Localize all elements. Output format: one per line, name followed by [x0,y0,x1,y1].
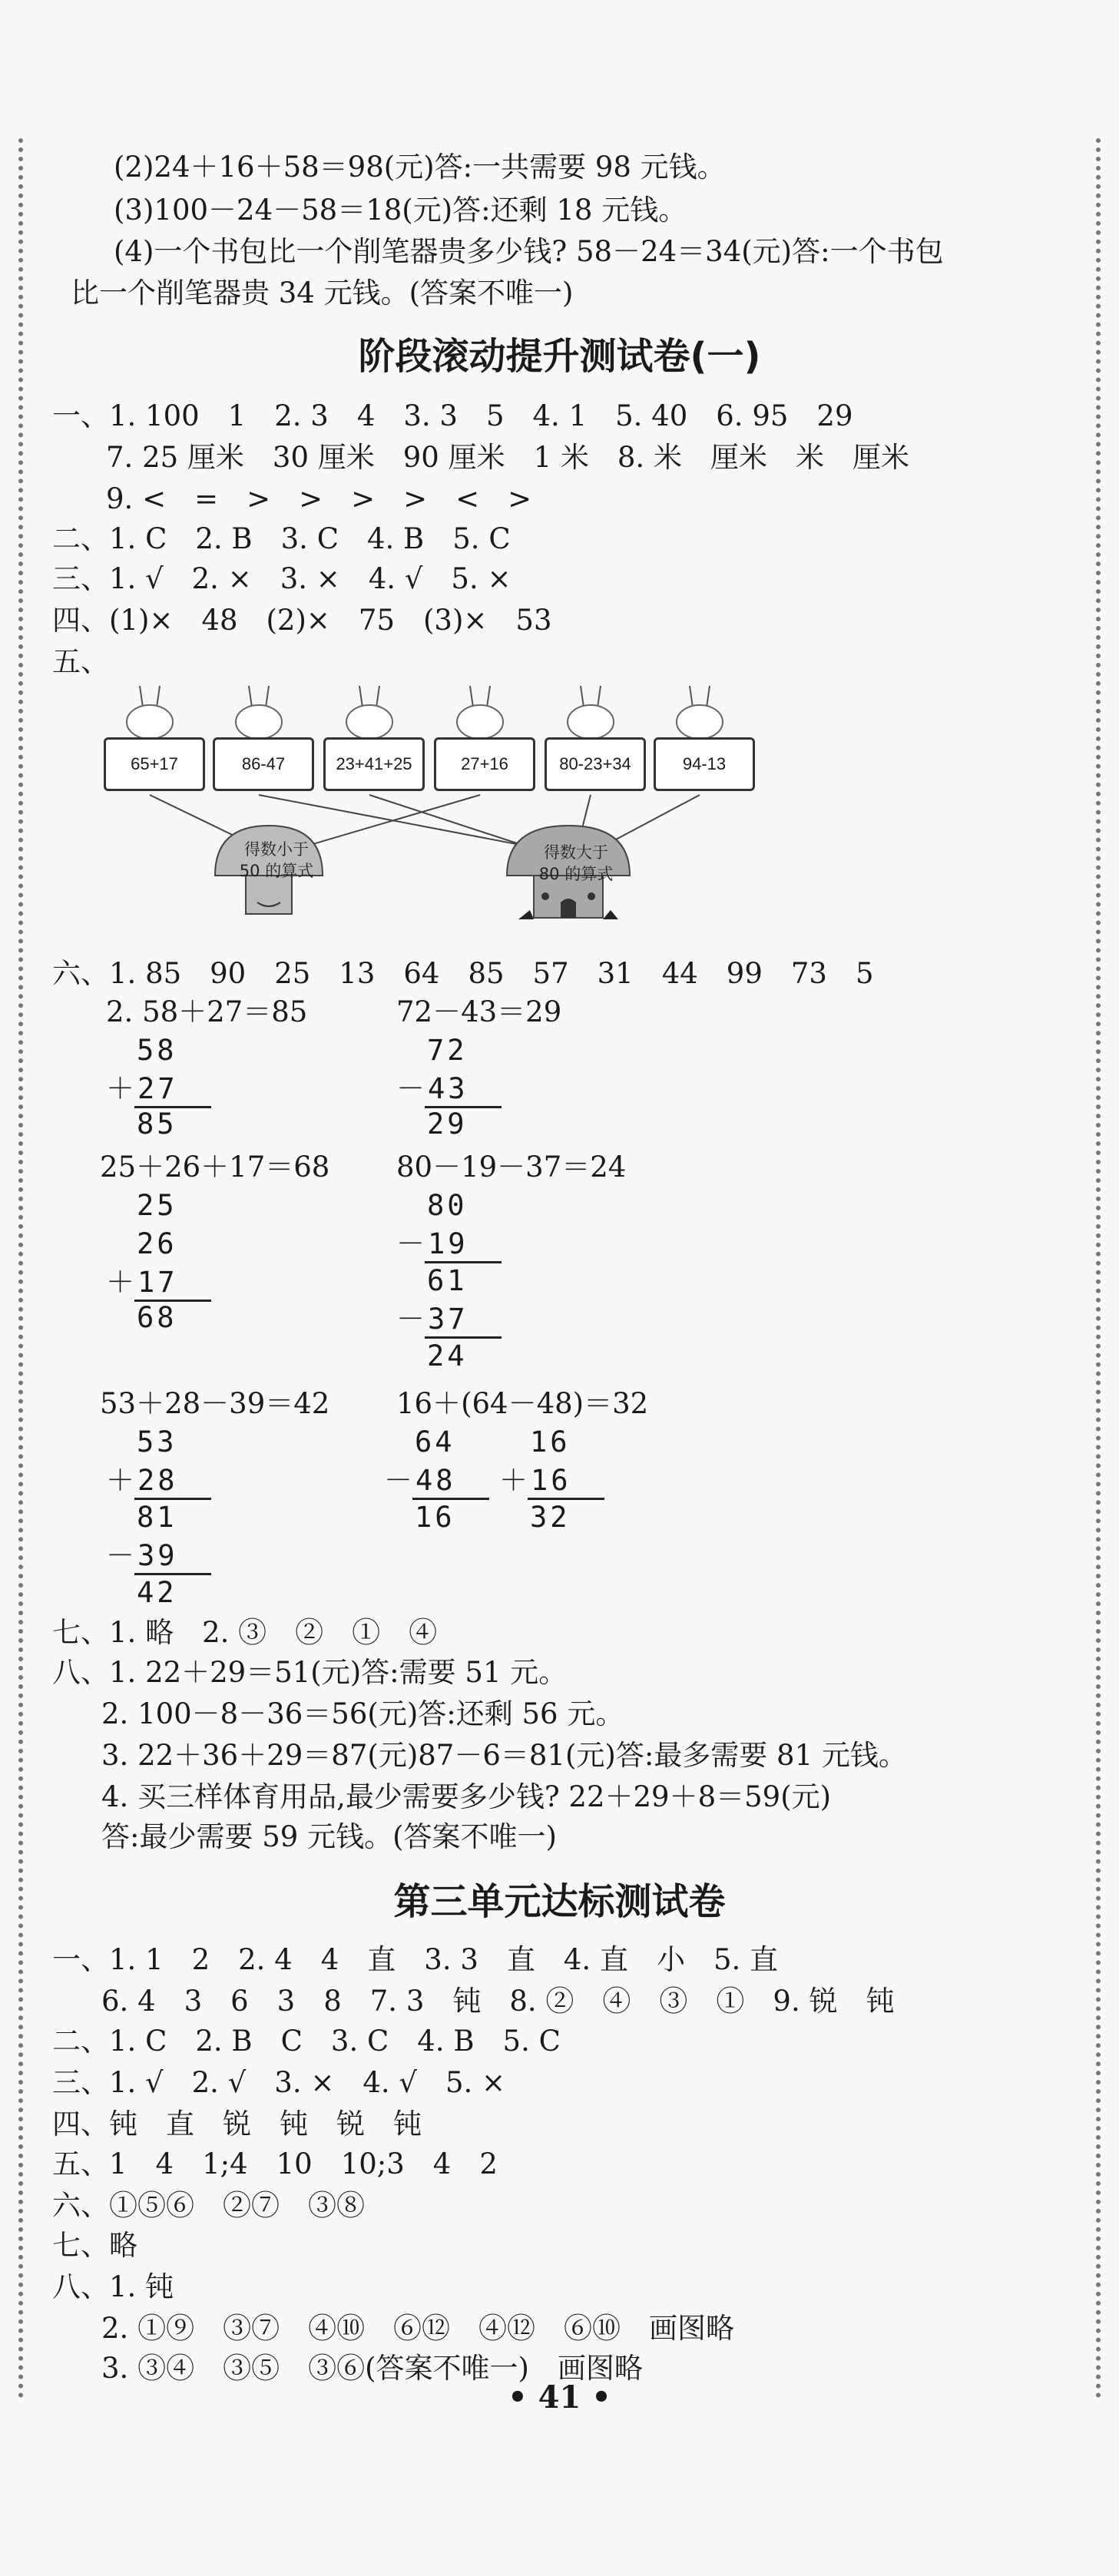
equation: 25＋26＋17＝68 [100,1151,330,1184]
expression-card: 80-23+34 [545,737,646,791]
vertical-calc-d: 61 [427,1264,468,1297]
answer-line: 五、1 4 1;4 10 10;3 4 2 [52,2147,498,2180]
answer-line: 7. 25 厘米 30 厘米 90 厘米 1 米 8. 米 厘米 米 厘米 [106,441,909,474]
intro-line: (4)一个书包比一个削笔器贵多少钱? 58－24＝34(元)答:一个书包 [114,235,944,268]
answer-line: 2. 100－8－36＝56(元)答:还剩 56 元。 [101,1697,624,1730]
vertical-calc-e: 81 [137,1501,177,1534]
answer-line: 6. 4 3 6 3 8 7. 3 钝 8. ② ④ ③ ① 9. 锐 钝 [101,1985,895,2018]
expression-card: 23+41+25 [323,737,425,791]
answer-line: 五、 [52,645,109,678]
vertical-calc-g: 32 [530,1501,571,1534]
rabbit-ears [140,686,710,718]
expression-card: 65+17 [104,737,205,791]
vertical-calc-b: －43 [396,1072,468,1105]
vertical-calc-c: 26 [137,1227,177,1260]
equation: 53＋28－39＝42 [100,1387,330,1420]
answer-line: 二、1. C 2. B C 3. C 4. B 5. C [52,2025,561,2058]
answer-line: 七、略 [52,2229,137,2262]
answer-line: 六、1. 85 90 25 13 64 85 57 31 44 99 73 5 [52,957,874,990]
answer-line: 六、①⑤⑥ ②⑦ ③⑧ [52,2189,365,2222]
expression-card: 94-13 [654,737,755,791]
answer-line: 八、1. 22＋29＝51(元)答:需要 51 元。 [52,1656,568,1689]
vertical-calc-b: 29 [427,1108,468,1141]
answer-line: 三、1. √ 2. × 3. × 4. √ 5. × [52,562,511,595]
calc-bar [134,1498,211,1500]
intro-line: (3)100－24－58＝18(元)答:还剩 18 元钱。 [114,194,687,227]
rabbit-heads [127,705,723,739]
mushroom-label-left: 得数小于 50 的算式 [239,840,314,880]
vertical-calc-d: 24 [427,1339,468,1372]
vertical-calc-e: 53 [137,1425,177,1459]
answer-line: 四、钝 直 锐 钝 锐 钝 [52,2107,422,2141]
vertical-calc-f: 64 [415,1425,455,1459]
vertical-calc-c: 68 [137,1301,177,1334]
vertical-calc-d: －19 [396,1227,468,1260]
section-title: 阶段滚动提升测试卷(一) [358,335,761,378]
answer-line: 4. 买三样体育用品,最少需要多少钱? 22＋29＋8＝59(元) [101,1780,832,1813]
answer-line: 答:最少需要 59 元钱。(答案不唯一) [101,1820,557,1853]
mushroom-label-right: 得数大于 80 的算式 [538,843,614,883]
answer-line: 一、1. 1 2 2. 4 4 直 3. 3 直 4. 直 小 5. 直 [52,1943,779,1976]
equation: 2. 58＋27＝85 [106,995,308,1028]
intro-line: 比一个削笔器贵 34 元钱。(答案不唯一) [71,276,574,310]
answer-line: 9. < = > > > > < > [106,482,532,515]
calc-bar [134,1573,211,1575]
vertical-calc-b: 72 [427,1034,468,1067]
vertical-calc-d: －37 [396,1303,468,1336]
expression-card: 86-47 [213,737,314,791]
section-title: 第三单元达标测试卷 [393,1880,726,1923]
calc-bar [412,1498,489,1500]
vertical-calc-f: －48 [384,1464,456,1497]
vertical-calc-c: ＋17 [106,1266,178,1299]
answer-line: 八、1. 钝 [52,2270,174,2303]
right-dotted-border [1096,138,1101,2399]
answer-line: 二、1. C 2. B 3. C 4. B 5. C [52,522,511,555]
vertical-calc-c: 25 [137,1189,177,1222]
vertical-calc-e: ＋28 [106,1464,178,1497]
answer-line: 3. ③④ ③⑤ ③⑥(答案不唯一) 画图略 [101,2352,643,2385]
equation: 16＋(64－48)＝32 [396,1387,649,1420]
answer-line: 四、(1)× 48 (2)× 75 (3)× 53 [52,604,552,637]
answer-line: 3. 22＋36＋29＝87(元)87－6＝81(元)答:最多需要 81 元钱。 [101,1739,907,1772]
vertical-calc-f: 16 [415,1501,455,1534]
matching-diagram [100,680,791,941]
answer-line: 2. ①⑨ ③⑦ ④⑩ ⑥⑫ ④⑫ ⑥⑩ 画图略 [101,2312,735,2345]
vertical-calc-g: ＋16 [499,1464,571,1497]
answer-line: 三、1. √ 2. √ 3. × 4. √ 5. × [52,2066,506,2099]
intro-line: (2)24＋16＋58＝98(元)答:一共需要 98 元钱。 [114,151,726,184]
vertical-calc-e: 42 [137,1576,177,1609]
vertical-calc-e: －39 [106,1539,178,1572]
calc-bar [425,1336,502,1339]
vertical-calc-a: 58 [137,1034,177,1067]
answer-line: 七、1. 略 2. ③ ② ① ④ [52,1616,438,1649]
left-dotted-border [18,138,23,2399]
calc-bar [528,1498,604,1500]
vertical-calc-a: ＋27 [106,1072,178,1105]
vertical-calc-g: 16 [530,1425,571,1459]
vertical-calc-d: 80 [427,1189,468,1222]
expression-card: 27+16 [434,737,535,791]
page-number: • 41 • [508,2379,611,2415]
answer-line: 一、1. 100 1 2. 3 4 3. 3 5 4. 1 5. 40 6. 95 29 [52,399,853,432]
equation: 72－43＝29 [396,995,562,1028]
calc-bar [425,1261,502,1263]
vertical-calc-a: 85 [137,1108,177,1141]
equation: 80－19－37＝24 [396,1151,627,1184]
